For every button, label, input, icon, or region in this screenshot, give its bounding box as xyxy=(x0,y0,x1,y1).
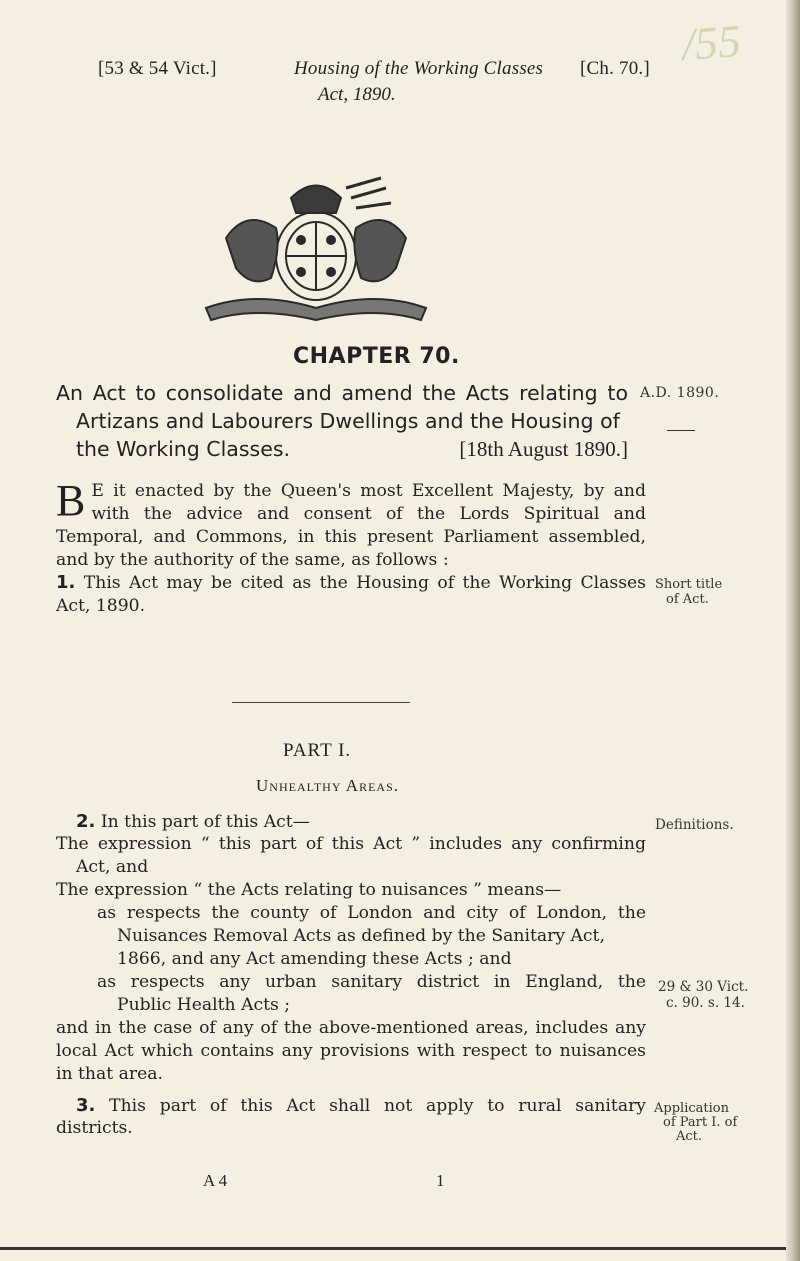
section-2-line: as respects the county of London and city of London, the xyxy=(97,903,646,923)
section-2-line: in that area. xyxy=(56,1064,163,1084)
enacting-formula xyxy=(56,476,646,572)
section-number: 1. xyxy=(56,572,76,593)
margin-note-application-1: Application xyxy=(654,1101,729,1116)
section-2-lead-text: In this part of this Act— xyxy=(100,812,310,832)
margin-note-definitions: Definitions. xyxy=(655,817,734,833)
margin-note-application-2: of Part I. of xyxy=(663,1115,738,1130)
margin-note-short-title-2: of Act. xyxy=(666,592,709,607)
section-2-lead xyxy=(76,810,310,834)
royal-assent-date: [18th August 1890.] xyxy=(459,437,628,461)
handwritten-stamp: /55 xyxy=(680,15,743,70)
margin-citation-2: c. 90. s. 14. xyxy=(666,995,745,1011)
bottom-rule xyxy=(0,1247,790,1250)
section-3-text: This part of this Act shall not apply to rural sanitary xyxy=(109,1096,646,1116)
section-number: 3. xyxy=(76,1095,96,1116)
margin-year: A.D. 1890. xyxy=(640,385,720,401)
section-2-line: 1866, and any Act amending these Acts ; and xyxy=(117,949,512,969)
header-act-title xyxy=(294,58,543,80)
section-2-line: Nuisances Removal Acts as defined by the Sanitary Act, xyxy=(117,926,605,946)
header-subtitle: Act, 1890. xyxy=(318,84,396,105)
margin-note-short-title-1: Short title xyxy=(655,577,723,592)
section-number: 2. xyxy=(76,811,96,832)
section-2-line: local Act which contains any provisions with respect to nuisances xyxy=(56,1041,646,1061)
section-divider xyxy=(232,702,410,703)
section-3-line: districts. xyxy=(56,1118,133,1138)
page-number: 1 xyxy=(436,1171,445,1190)
section-2-line: Public Health Acts ; xyxy=(117,995,291,1015)
margin-note-application-3: Act. xyxy=(676,1129,703,1144)
enacting-text: E it enacted by the Queen's most Excellent Majesty, by and with the advice and consent of the Lords Spiritual and Temporal, and Commons, in this present Parliament assembled, and by the authority of the same, as follows : xyxy=(56,481,646,570)
section-text: This Act may be cited as the Housing of the Working Classes Act, 1890. xyxy=(56,573,647,616)
signature-mark: A 4 xyxy=(203,1171,228,1190)
section-2-line: Act, and xyxy=(76,857,149,877)
royal-coat-of-arms-icon xyxy=(196,168,436,328)
long-title-line-2: Artizans and Labourers Dwellings and the Housing of xyxy=(76,409,620,433)
drop-cap: B xyxy=(56,476,86,525)
section-3-line xyxy=(76,1094,646,1118)
page-edge xyxy=(786,0,800,1261)
section-2-line: and in the case of any of the above-mentioned areas, includes any xyxy=(56,1018,646,1038)
section-2-line: The expression “ this part of this Act ” includes any confirming xyxy=(56,834,646,854)
long-title-line-1: An Act to consolidate and amend the Acts relating to xyxy=(56,381,628,405)
margin-dash xyxy=(667,430,695,431)
margin-citation-1: 29 & 30 Vict. xyxy=(658,979,749,995)
header-title-text: Housing of the Working Classes xyxy=(294,58,544,79)
part-heading: PART I. xyxy=(283,740,352,761)
section-1 xyxy=(56,571,646,618)
header-regnal-year: [53 & 54 Vict.] xyxy=(98,58,217,79)
section-2-line: The expression “ the Acts relating to nuisances ” means— xyxy=(56,880,562,900)
header-chapter: [Ch. 70.] xyxy=(580,58,650,79)
chapter-heading: CHAPTER 70. xyxy=(293,344,460,369)
section-2-line: as respects any urban sanitary district in England, the xyxy=(97,972,646,992)
long-title-line-3-text: the Working Classes. xyxy=(76,437,291,461)
long-title-line-3 xyxy=(76,435,628,463)
part-subheading: Unhealthy Areas. xyxy=(256,776,400,795)
